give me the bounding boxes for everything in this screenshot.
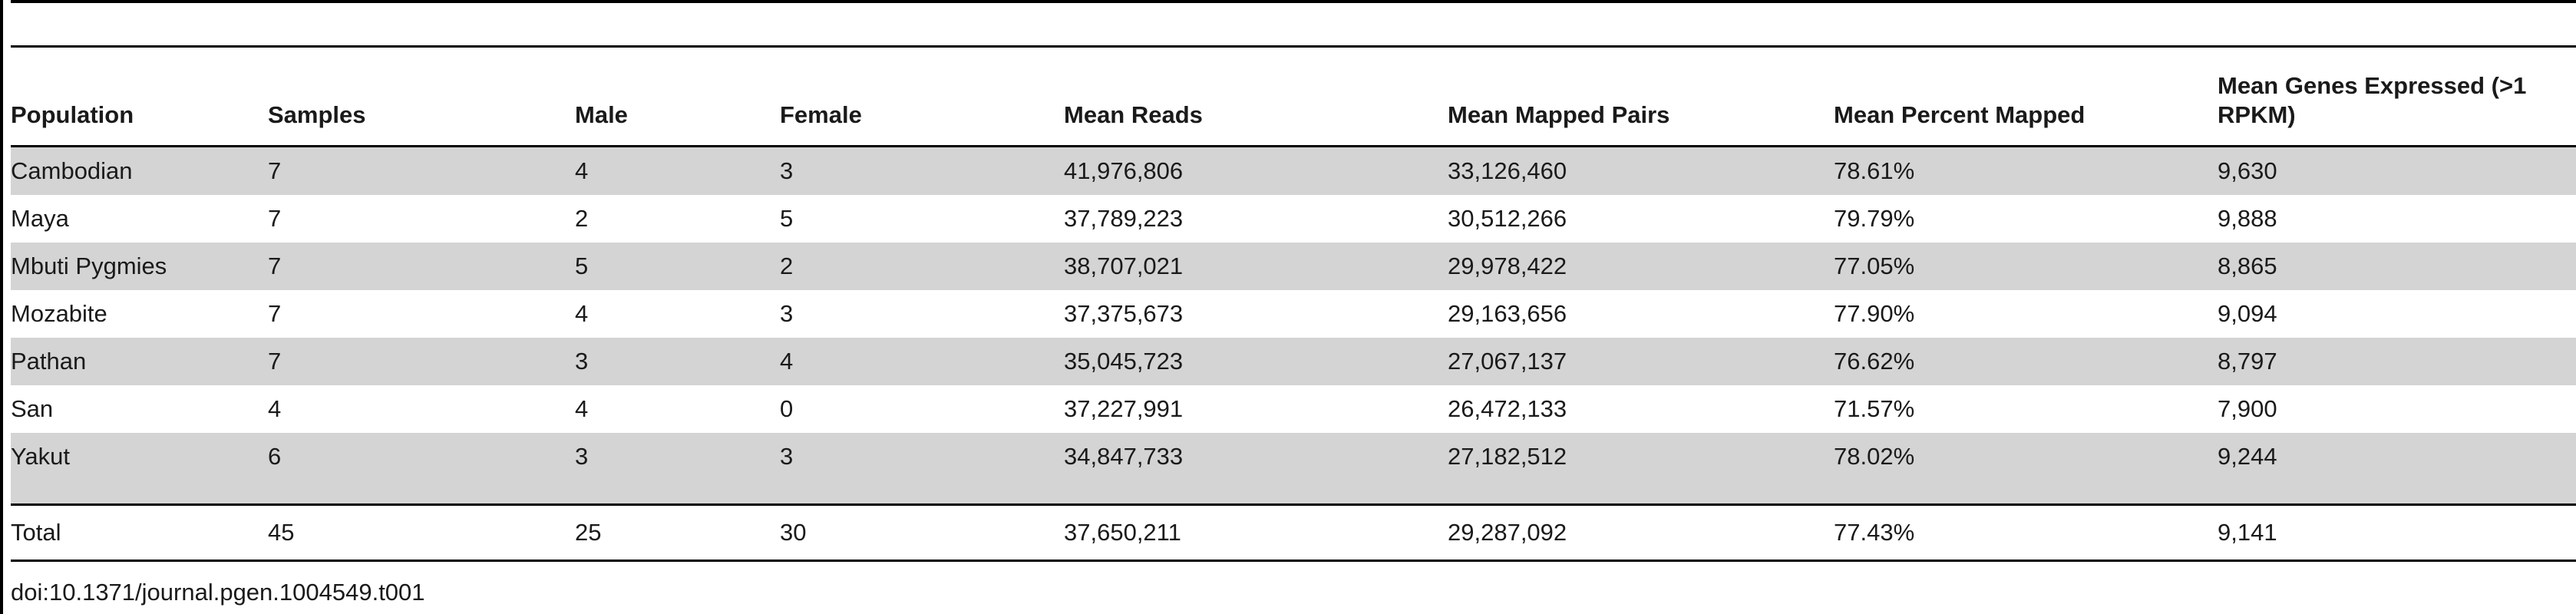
cell-mean-percent-mapped: 76.62% — [1834, 338, 2218, 385]
cell-male: 3 — [575, 433, 780, 480]
cell-population: Pathan — [11, 338, 268, 385]
table-row — [11, 195, 2576, 243]
header-mean-percent-mapped: Mean Percent Mapped — [1834, 48, 2218, 146]
cell-samples: 7 — [268, 204, 282, 232]
cell-samples: 7 — [268, 243, 575, 290]
cell-female: 3 — [780, 146, 1064, 195]
cell-female: 3 — [780, 299, 794, 327]
header-female: Female — [780, 48, 1064, 146]
cell-male: 4 — [575, 394, 589, 422]
left-border-rule — [0, 0, 3, 614]
header-mean-mapped-pairs: Mean Mapped Pairs — [1448, 48, 1834, 146]
cell-mean-percent-mapped: 77.90% — [1834, 299, 1915, 327]
cell-total-male: 25 — [575, 504, 780, 560]
cell-total-mean-genes-expressed: 9,141 — [2218, 504, 2576, 560]
table-row — [11, 385, 2576, 433]
cell-mean-reads: 37,375,673 — [1064, 299, 1184, 327]
cell-mean-mapped-pairs: 27,182,512 — [1448, 433, 1834, 480]
cell-mean-mapped-pairs: 33,126,460 — [1448, 146, 1834, 195]
cell-mean-mapped-pairs: 29,163,656 — [1448, 299, 1567, 327]
cell-mean-percent-mapped: 77.05% — [1834, 243, 2218, 290]
cell-mean-mapped-pairs: 30,512,266 — [1448, 204, 1567, 232]
cell-mean-reads: 34,847,733 — [1064, 433, 1448, 480]
cell-population: Maya — [11, 204, 69, 232]
population-summary-table — [11, 48, 2576, 562]
cell-total-mean-percent-mapped: 77.43% — [1834, 504, 2218, 560]
table-row — [11, 338, 2576, 385]
cell-female: 3 — [780, 433, 1064, 480]
cell-mean-reads: 37,227,991 — [1064, 394, 1184, 422]
table-title-band — [11, 0, 2576, 48]
cell-population: Mozabite — [11, 299, 107, 327]
cell-male: 2 — [575, 204, 589, 232]
cell-mean-genes-expressed: 9,244 — [2218, 433, 2576, 480]
table-row — [11, 433, 2576, 480]
cell-male: 5 — [575, 243, 780, 290]
cell-mean-mapped-pairs: 29,978,422 — [1448, 243, 1834, 290]
header-population: Population — [11, 48, 268, 146]
table-header-row — [11, 48, 2576, 146]
cell-male: 4 — [575, 299, 589, 327]
cell-mean-genes-expressed: 7,900 — [2218, 394, 2277, 422]
cell-female: 5 — [780, 204, 794, 232]
cell-mean-reads: 37,789,223 — [1064, 204, 1184, 232]
cell-total-samples: 45 — [268, 504, 575, 560]
cell-male: 4 — [575, 146, 780, 195]
cell-mean-genes-expressed: 9,888 — [2218, 204, 2277, 232]
table-row — [11, 146, 2576, 195]
doi-caption: doi:10.1371/journal.pgen.1004549.t001 — [11, 579, 425, 606]
cell-population: Yakut — [11, 433, 268, 480]
table-row — [11, 290, 2576, 338]
cell-population: Mbuti Pygmies — [11, 243, 268, 290]
header-mean-reads: Mean Reads — [1064, 48, 1448, 146]
cell-samples: 7 — [268, 338, 575, 385]
cell-mean-percent-mapped: 78.61% — [1834, 146, 2218, 195]
cell-mean-percent-mapped: 71.57% — [1834, 394, 1915, 422]
header-samples: Samples — [268, 48, 575, 146]
cell-mean-genes-expressed: 8,797 — [2218, 338, 2576, 385]
cell-total-female: 30 — [780, 504, 1064, 560]
cell-samples: 6 — [268, 433, 575, 480]
cell-male: 3 — [575, 338, 780, 385]
header-male: Male — [575, 48, 780, 146]
cell-mean-reads: 35,045,723 — [1064, 338, 1448, 385]
cell-mean-genes-expressed: 8,865 — [2218, 243, 2576, 290]
cell-mean-genes-expressed: 9,094 — [2218, 299, 2277, 327]
cell-population: San — [11, 394, 54, 422]
spacer-row — [11, 480, 2576, 505]
cell-total-mean-mapped-pairs: 29,287,092 — [1448, 504, 1834, 560]
cell-mean-percent-mapped: 79.79% — [1834, 204, 1915, 232]
table-body — [11, 146, 2576, 480]
total-row — [11, 504, 2576, 560]
table-row — [11, 243, 2576, 290]
cell-samples: 7 — [268, 299, 282, 327]
cell-samples: 4 — [268, 394, 282, 422]
cell-total-label: Total — [11, 504, 268, 560]
cell-population: Cambodian — [11, 146, 268, 195]
table-total — [11, 504, 2576, 560]
cell-female: 4 — [780, 338, 1064, 385]
cell-female: 2 — [780, 243, 1064, 290]
cell-mean-mapped-pairs: 26,472,133 — [1448, 394, 1567, 422]
cell-mean-genes-expressed: 9,630 — [2218, 146, 2576, 195]
table-spacer — [11, 480, 2576, 505]
data-table-container — [11, 0, 2576, 562]
cell-mean-reads: 41,976,806 — [1064, 146, 1448, 195]
cell-samples: 7 — [268, 146, 575, 195]
cell-mean-percent-mapped: 78.02% — [1834, 433, 2218, 480]
header-mean-genes-expressed: Mean Genes Expressed (>1 RPKM) — [2218, 48, 2576, 146]
cell-mean-reads: 38,707,021 — [1064, 243, 1448, 290]
cell-mean-mapped-pairs: 27,067,137 — [1448, 338, 1834, 385]
cell-female: 0 — [780, 394, 794, 422]
cell-total-mean-reads: 37,650,211 — [1064, 504, 1448, 560]
